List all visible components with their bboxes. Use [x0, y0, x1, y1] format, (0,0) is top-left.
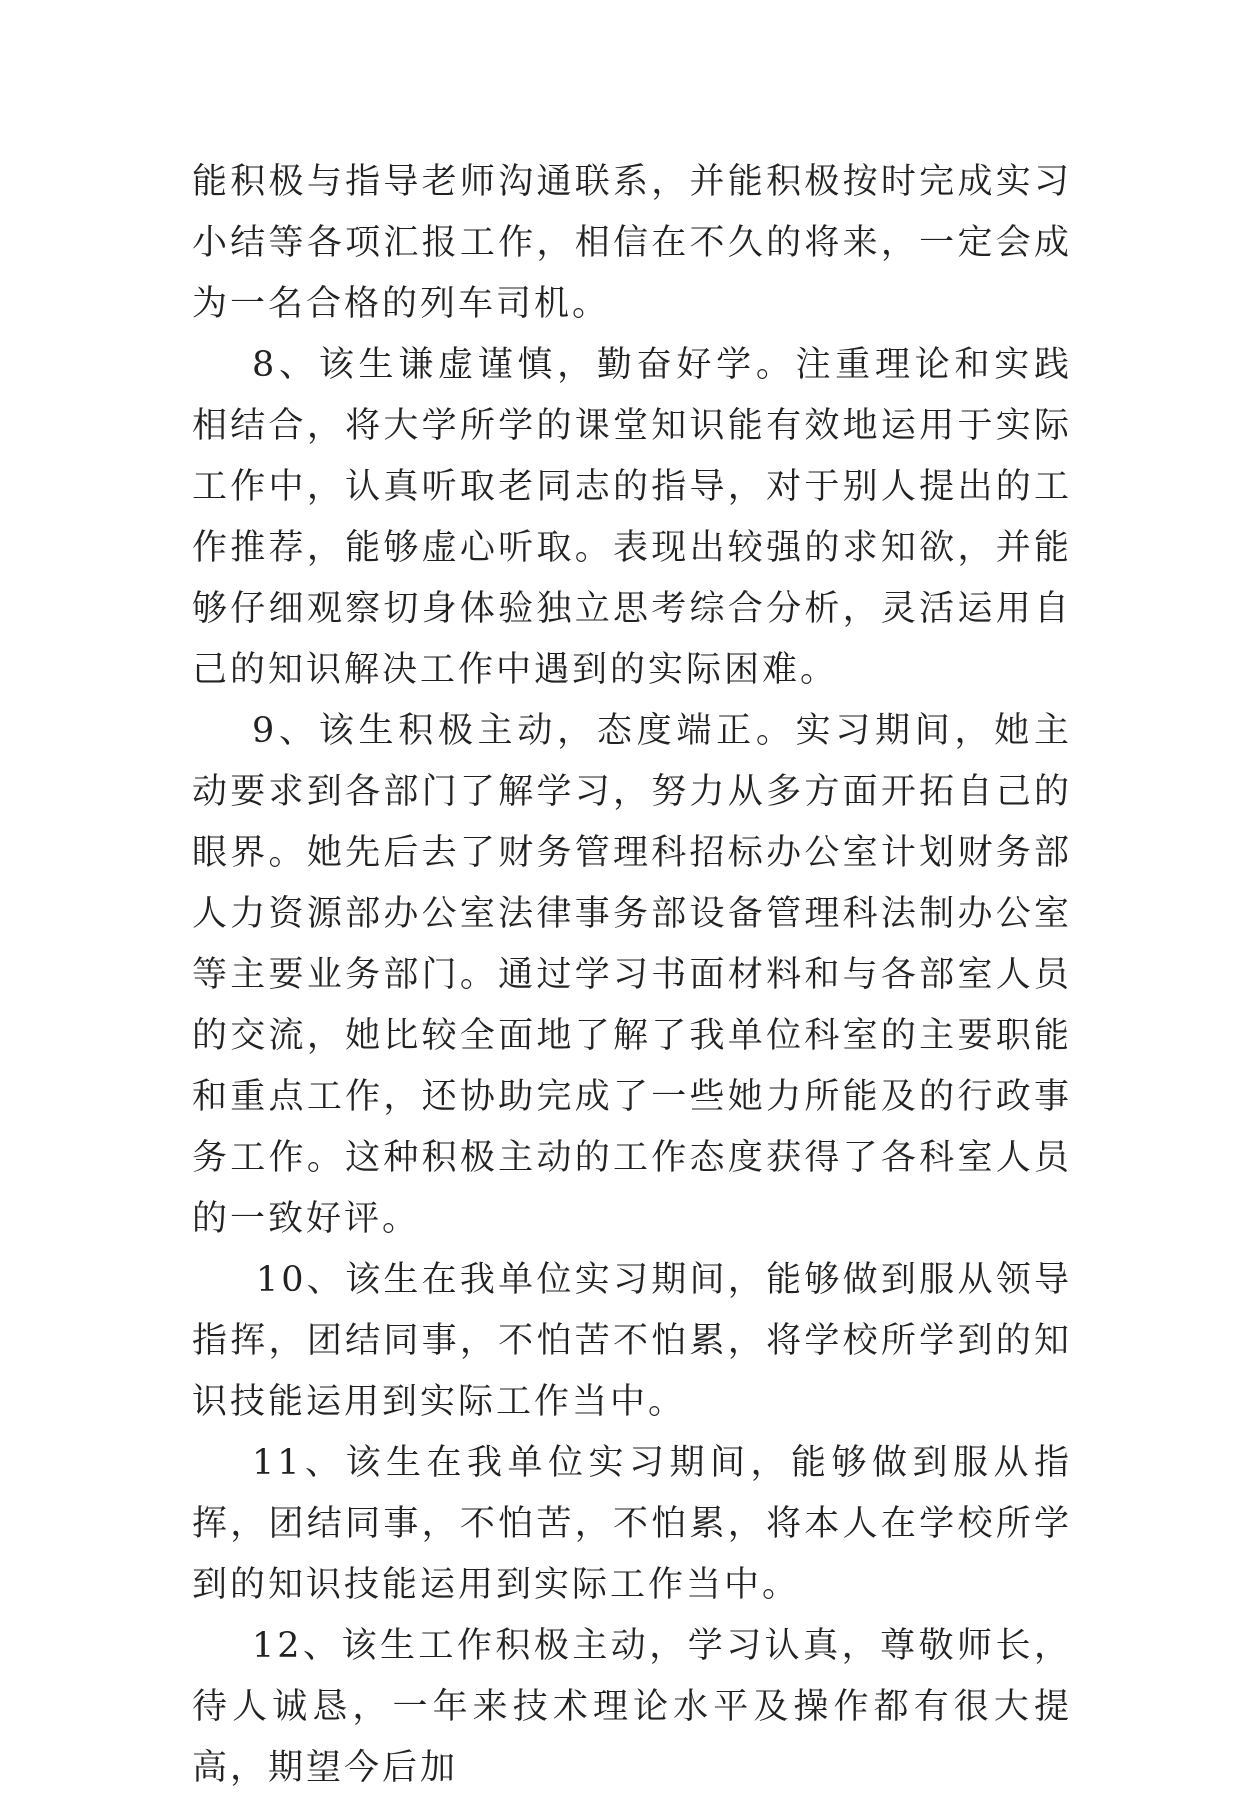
paragraph-9: 9、该生积极主动，态度端正。实习期间，她主动要求到各部门了解学习，努力从多方面开拓自己的眼界。她先后去了财务管理科招标办公室计划财务部人力资源部办公室法律事务部设备管理科法制办公室等主要业务部门。通过学习书面材料和与各部室人员的交流，她比较全面地了解了我单位科室的主要职能和重点工作，还协助完成了一些她力所能及的行政事务工作。这种积极主动的工作态度获得了各科室人员的一致好评。	[192, 711, 1072, 1239]
paragraph-11: 11、该生在我单位实习期间，能够做到服从指挥，团结同事，不怕苦，不怕累，将本人在学校所学到的知识技能运用到实际工作当中。	[192, 1443, 1072, 1605]
paragraph-10: 10、该生在我单位实习期间，能够做到服从领导指挥，团结同事，不怕苦不怕累，将学校所学到的知识技能运用到实际工作当中。	[192, 1260, 1072, 1422]
paragraph-12: 12、该生工作积极主动，学习认真，尊敬师长，待人诚恳，一年来技术理论水平及操作都有很大提高，期望今后加	[192, 1626, 1072, 1788]
paragraph-continuation: 能积极与指导老师沟通联系，并能积极按时完成实习小结等各项汇报工作，相信在不久的将来，一定会成为一名合格的列车司机。	[192, 162, 1072, 324]
document-body	[192, 152, 1072, 1799]
paragraph-8: 8、该生谦虚谨慎，勤奋好学。注重理论和实践相结合，将大学所学的课堂知识能有效地运用于实际工作中，认真听取老同志的指导，对于别人提出的工作推荐，能够虚心听取。表现出较强的求知欲，并能够仔细观察切身体验独立思考综合分析，灵活运用自己的知识解决工作中遇到的实际困难。	[192, 345, 1072, 690]
